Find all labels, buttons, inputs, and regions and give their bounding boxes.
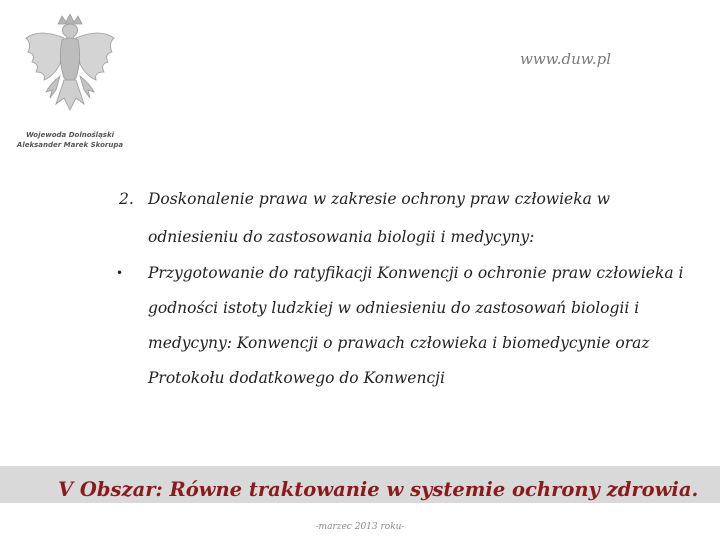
emblem-caption bbox=[12, 130, 128, 150]
bullet-item bbox=[116, 256, 696, 396]
website-url[interactable]: www.duw.pl bbox=[520, 50, 611, 68]
bullet-line: godności istoty ludzkiej w odniesieniu do zastosowań biologii i bbox=[148, 299, 640, 317]
banner-title: V Obszar: Równe traktowanie w systemie ochrony zdrowia. bbox=[58, 478, 699, 501]
heading-line: Doskonalenie prawa w zakresie ochrony praw człowieka w bbox=[148, 190, 611, 208]
bullet-line: Protokołu dodatkowego do Konwencji bbox=[148, 369, 445, 387]
caption-line-name: Aleksander Marek Skorupa bbox=[16, 141, 124, 149]
bullet-line: Przygotowanie do ratyfikacji Konwencji o ochronie praw człowieka i bbox=[148, 264, 684, 282]
bullet-line: medycyny: Konwencji o prawach człowieka i biomedycynie oraz bbox=[148, 334, 650, 352]
slide-content bbox=[116, 180, 696, 396]
caption-line-title: Wojewoda Dolnośląski bbox=[25, 131, 115, 139]
heading-number: 2. bbox=[119, 190, 134, 208]
bullet-icon: • bbox=[116, 266, 124, 280]
section-heading bbox=[116, 180, 696, 256]
heading-line: odniesieniu do zastosowania biologii i medycyny: bbox=[148, 228, 535, 246]
footer-date: -marzec 2013 roku- bbox=[315, 522, 405, 532]
polish-eagle-icon bbox=[20, 14, 120, 126]
